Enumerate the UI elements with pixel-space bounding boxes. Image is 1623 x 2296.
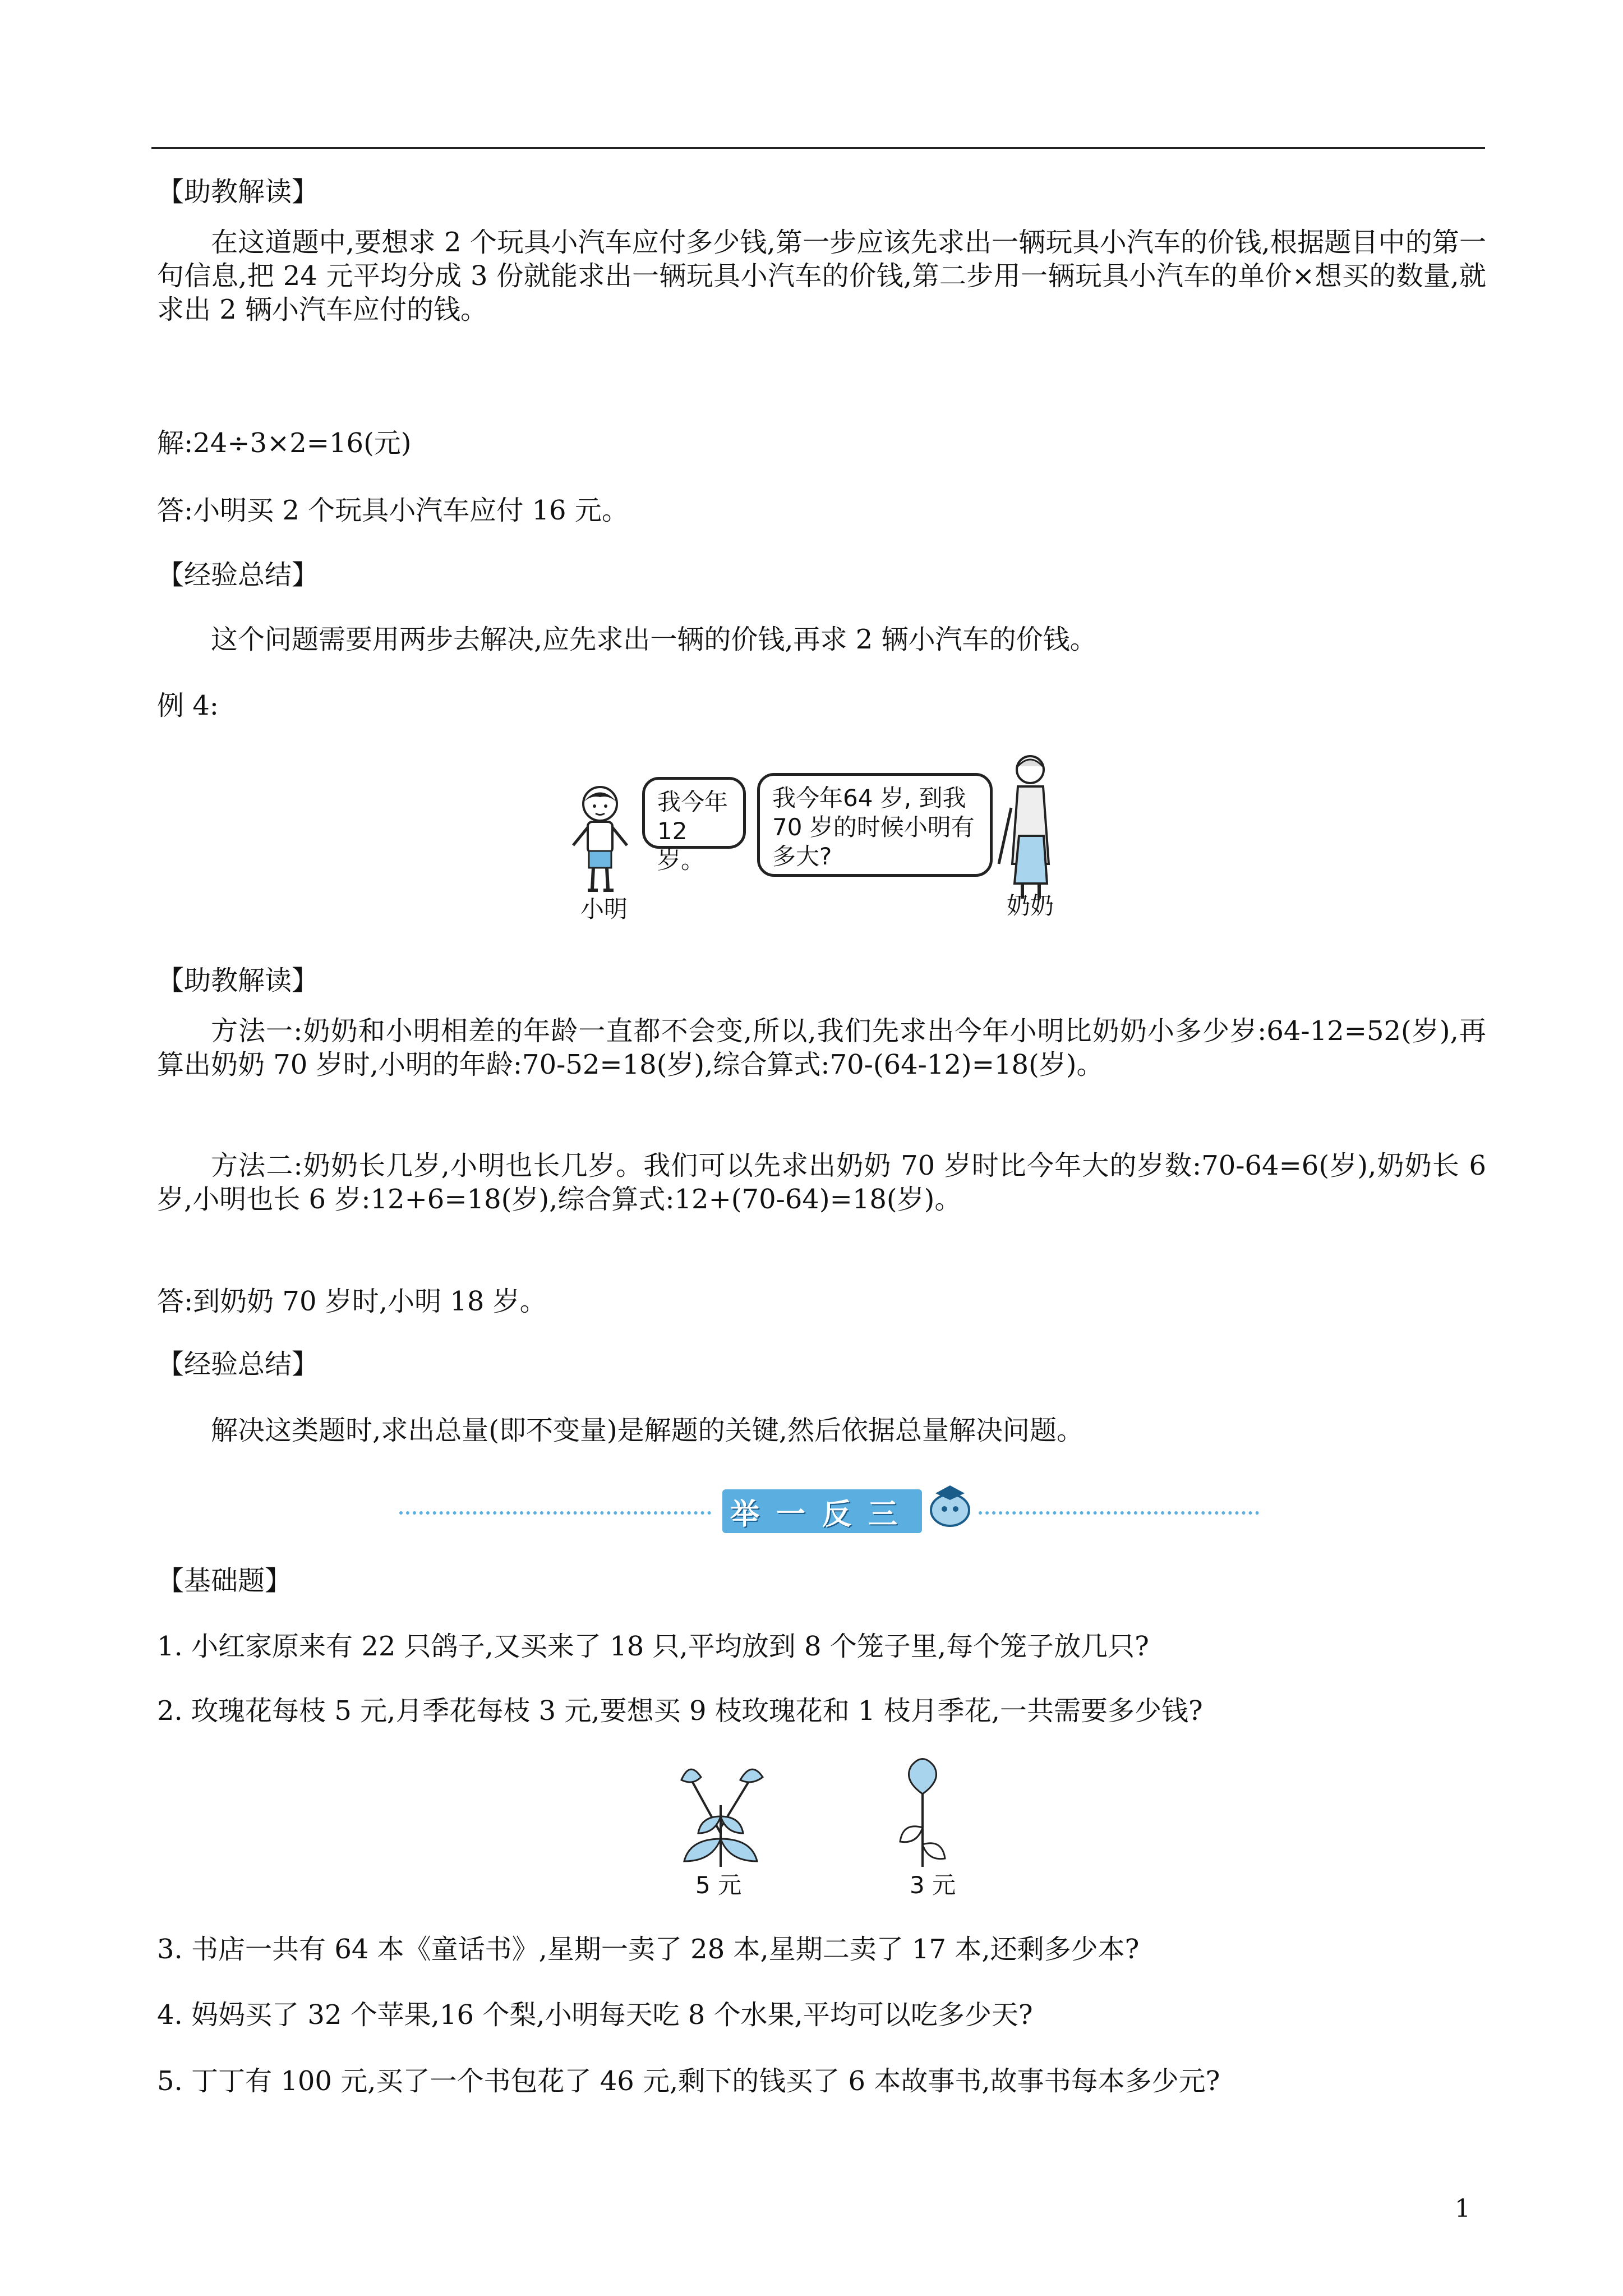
banner-left-line	[399, 1511, 711, 1515]
answer-line-2: 答:到奶奶 70 岁时,小明 18 岁。	[157, 1286, 547, 1317]
grandma-name-label: 奶奶	[1007, 892, 1054, 919]
solution-line: 解:24÷3×2=16(元)	[157, 427, 412, 459]
method1-paragraph: 方法一:奶奶和小明相差的年龄一直都不会变,所以,我们先求出今年小明比奶奶小多少岁:64-12=52(岁),再算出奶奶 70 岁时,小明的年龄:70-52=18(岁),综合算式:70-(64-12)=18(岁)。	[157, 1015, 1486, 1080]
question-3: 3. 书店一共有 64 本《童话书》,星期一卖了 28 本,星期二卖了 17 本,还剩多少本?	[157, 1934, 1140, 1965]
boy-speech-bubble: 我今年 12 岁。	[642, 777, 746, 849]
question-2: 2. 玫瑰花每枝 5 元,月季花每枝 3 元,要想买 9 枝玫瑰花和 1 枝月季花,一共需要多少钱?	[157, 1695, 1203, 1727]
section-heading-summary-2: 【经验总结】	[157, 1349, 319, 1380]
rose-icon	[667, 1755, 774, 1872]
header-rule	[151, 147, 1485, 149]
example-label: 例 4:	[157, 690, 219, 721]
method2-paragraph: 方法二:奶奶长几岁,小明也长几岁。我们可以先求出奶奶 70 岁时比今年大的岁数:70-64=6(岁),奶奶长 6 岁,小明也长 6 岁:12+6=18(岁),综合算式:12+(70-64)=18(岁)。	[157, 1150, 1486, 1215]
banner-right-line	[979, 1511, 1259, 1515]
grandma-figure	[995, 752, 1068, 903]
mascot-icon	[924, 1481, 976, 1531]
explanation-paragraph: 在这道题中,要想求 2 个玩具小汽车应付多少钱,第一步应该先求出一辆玩具小汽车的价钱,根据题目中的第一句信息,把 24 元平均分成 3 份就能求出一辆玩具小汽车的价钱,第二步用一辆玩具小汽车的单价×想买的数量,就求出 2 辆小汽车应付的钱。	[157, 227, 1486, 325]
grandma-speech-bubble: 我今年64 岁, 到我 70 岁的时候小明有 多大?	[757, 773, 993, 877]
section-heading-summary: 【经验总结】	[157, 559, 319, 591]
boy-figure	[566, 783, 634, 895]
section-heading-assistant-2: 【助教解读】	[157, 965, 319, 996]
banner-title: 举一反三	[722, 1489, 922, 1533]
chinarose-price-label: 3 元	[910, 1871, 956, 1899]
summary-paragraph-2: 解决这类题时,求出总量(即不变量)是解题的关键,然后依据总量解决问题。	[211, 1415, 1083, 1446]
question-1: 1. 小红家原来有 22 只鸽子,又买来了 18 只,平均放到 8 个笼子里,每个笼子放几只?	[157, 1631, 1149, 1662]
summary-paragraph: 这个问题需要用两步去解决,应先求出一辆的价钱,再求 2 辆小汽车的价钱。	[211, 624, 1097, 655]
answer-line: 答:小明买 2 个玩具小汽车应付 16 元。	[157, 495, 629, 526]
question-4: 4. 妈妈买了 32 个苹果,16 个梨,小明每天吃 8 个水果,平均可以吃多少天?	[157, 1999, 1033, 2031]
chinarose-icon	[892, 1755, 953, 1872]
page-number: 1	[1455, 2194, 1470, 2223]
rose-price-label: 5 元	[695, 1871, 742, 1899]
section-heading-basics: 【基础题】	[157, 1565, 292, 1596]
boy-name-label: 小明	[580, 895, 628, 923]
section-heading-assistant: 【助教解读】	[157, 176, 319, 208]
question-5: 5. 丁丁有 100 元,买了一个书包花了 46 元,剩下的钱买了 6 本故事书,故事书每本多少元?	[157, 2065, 1220, 2097]
